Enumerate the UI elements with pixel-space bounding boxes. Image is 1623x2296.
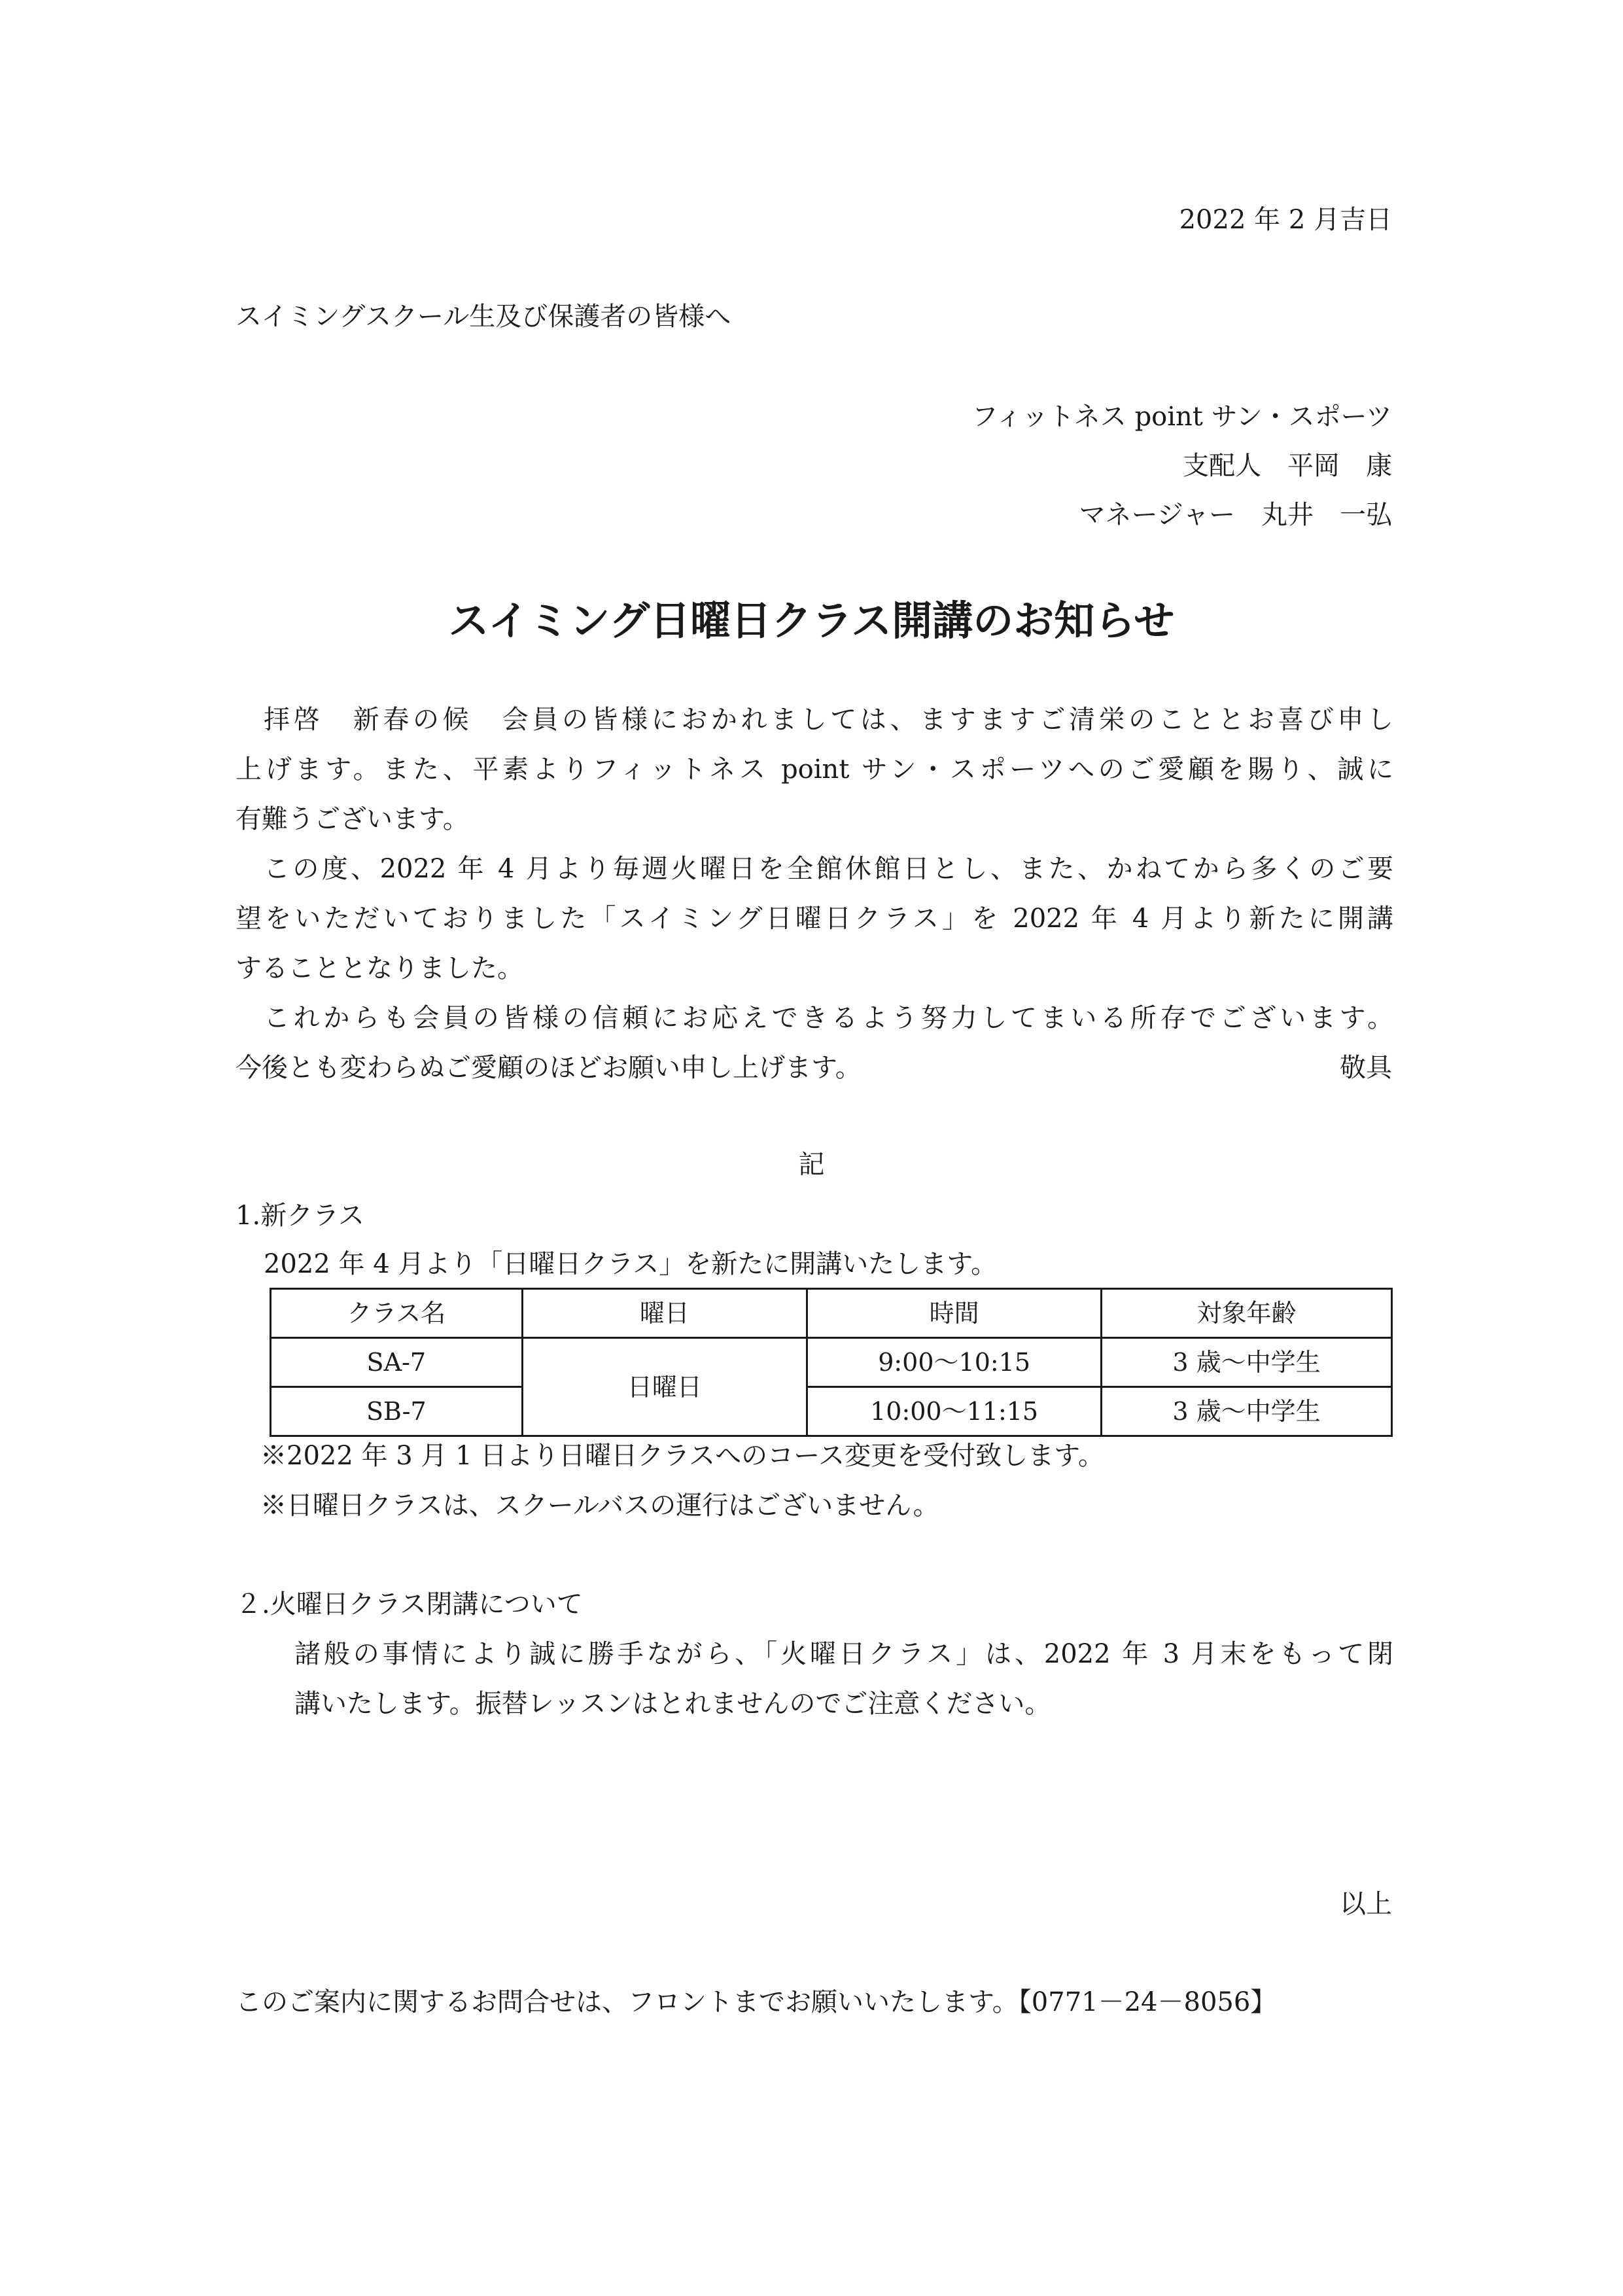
contact-line: このご案内に関するお問合せは、フロントまでお願いいたします。【0771－24－8056】 bbox=[236, 1987, 1277, 2017]
section1-intro: 2022 年 4 月より「日曜日クラス」を新たに開講いたします。 bbox=[264, 1249, 997, 1279]
body-p3-line2: 今後とも変わらぬご愛顧のほどお願い申し上げます。 bbox=[236, 1053, 862, 1083]
header-time: 時間 bbox=[807, 1289, 1102, 1338]
table-row bbox=[271, 1338, 1392, 1387]
body-p1-line1: 拝啓 新春の候 会員の皆様におかれましては、ますますご清栄のこととお喜び申し bbox=[264, 705, 1393, 735]
cell-age: 3 歳〜中学生 bbox=[1101, 1387, 1391, 1436]
body-p1-line3: 有難うございます。 bbox=[236, 804, 469, 834]
cell-age: 3 歳〜中学生 bbox=[1101, 1338, 1391, 1387]
sender-staff: マネージャー 丸井 一弘 bbox=[1079, 500, 1392, 530]
cell-class-name: SA-7 bbox=[271, 1338, 523, 1387]
section2-heading: ２.火曜日クラス閉講について bbox=[236, 1589, 583, 1619]
ijou-closing: 以上 bbox=[1340, 1889, 1392, 1919]
cell-day: 日曜日 bbox=[522, 1338, 807, 1436]
recipient-line: スイミングスクール生及び保護者の皆様へ bbox=[236, 302, 731, 332]
cell-time: 9:00〜10:15 bbox=[807, 1338, 1102, 1387]
body-p2-line2: 望をいただいておりました「スイミング日曜日クラス」を 2022 年 4 月より新たに開講 bbox=[236, 904, 1393, 934]
header-day: 曜日 bbox=[522, 1289, 807, 1338]
section1-heading: 1.新クラス bbox=[236, 1201, 364, 1231]
header-age: 対象年齢 bbox=[1101, 1289, 1391, 1338]
section2-line2: 講いたします。振替レッスンはとれませんのでご注意ください。 bbox=[294, 1689, 1051, 1719]
sender-organization: フィットネス point サン・スポーツ bbox=[971, 402, 1392, 432]
section2-line1: 諸般の事情により誠に勝手ながら、「火曜日クラス」は、2022 年 3 月末をもって閉 bbox=[294, 1639, 1393, 1669]
body-p1-line2: 上げます。また、平素よりフィットネス point サン・スポーツへのご愛顧を賜り、誠に bbox=[236, 754, 1393, 785]
header-class-name: クラス名 bbox=[271, 1289, 523, 1338]
class-schedule-table bbox=[270, 1288, 1393, 1437]
body-p2-line3: することとなりました。 bbox=[236, 953, 523, 983]
sender-manager: 支配人 平岡 康 bbox=[1183, 451, 1392, 481]
body-p2-line1: この度、2022 年 4 月より毎週火曜日を全館休館日とし、また、かねてから多くのご要 bbox=[264, 854, 1393, 884]
cell-class-name: SB-7 bbox=[271, 1387, 523, 1436]
body-p3-line1: これからも会員の皆様の信頼にお応えできるよう努力してまいる所存でございます。 bbox=[264, 1003, 1393, 1033]
ki-marker: 記 bbox=[798, 1150, 825, 1180]
section1-note2: ※日曜日クラスは、スクールバスの運行はございません。 bbox=[260, 1491, 939, 1521]
document-title: スイミング日曜日クラス開講のお知らせ bbox=[448, 597, 1175, 645]
issue-date: 2022 年 2 月吉日 bbox=[1179, 205, 1392, 235]
cell-time: 10:00〜11:15 bbox=[807, 1387, 1102, 1436]
closing-keigu: 敬具 bbox=[1340, 1053, 1392, 1083]
table-row bbox=[271, 1387, 1392, 1436]
table-header-row bbox=[271, 1289, 1392, 1338]
section1-note1: ※2022 年 3 月 1 日より日曜日クラスへのコース変更を受付致します。 bbox=[260, 1441, 1104, 1471]
